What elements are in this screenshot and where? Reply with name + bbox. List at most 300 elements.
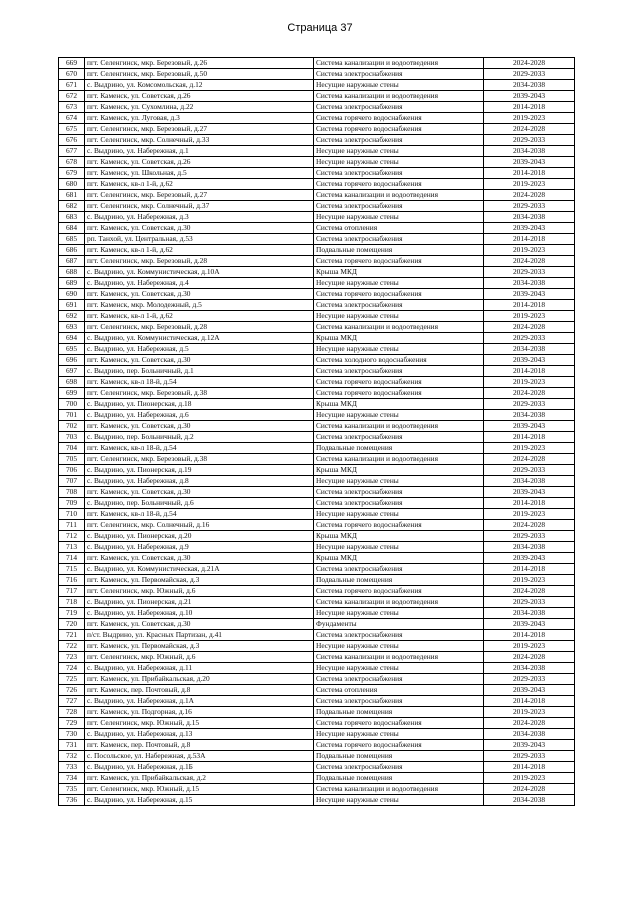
period-cell: 2029-2033 xyxy=(484,267,575,278)
address-cell: пгт. Селенгинск, мкр. Березовый, д.27 xyxy=(85,190,314,201)
work-type-cell: Крыша МКД xyxy=(314,333,484,344)
table-row xyxy=(59,718,575,729)
address-cell: пгт. Селенгинск, мкр. Березовый, д.26 xyxy=(85,58,314,69)
address-cell: пгт. Каменск, пер. Почтовый, д.8 xyxy=(85,685,314,696)
period-cell: 2034-2038 xyxy=(484,146,575,157)
row-number-cell: 674 xyxy=(59,113,85,124)
work-type-cell: Несущие наружные стены xyxy=(314,542,484,553)
table-row xyxy=(59,542,575,553)
table-row xyxy=(59,135,575,146)
work-type-cell: Подвальные помещения xyxy=(314,575,484,586)
table-row xyxy=(59,333,575,344)
work-type-cell: Несущие наружные стены xyxy=(314,311,484,322)
address-cell: пгт. Селенгинск, мкр. Солнечный, д.16 xyxy=(85,520,314,531)
period-cell: 2039-2043 xyxy=(484,421,575,432)
row-number-cell: 699 xyxy=(59,388,85,399)
table-row xyxy=(59,311,575,322)
work-type-cell: Система канализации и водоотведения xyxy=(314,421,484,432)
period-cell: 2034-2038 xyxy=(484,344,575,355)
address-cell: пгт. Каменск, кв-л 18-й, д.54 xyxy=(85,509,314,520)
table-row xyxy=(59,597,575,608)
address-cell: пгт. Каменск, ул. Школьная, д.5 xyxy=(85,168,314,179)
address-cell: с. Выдрино, ул. Пионерская, д.20 xyxy=(85,531,314,542)
table-row xyxy=(59,795,575,806)
address-cell: пгт. Каменск, кв-л 18-й, д.54 xyxy=(85,377,314,388)
table-row xyxy=(59,751,575,762)
address-cell: с. Выдрино, ул. Набережная, д.8 xyxy=(85,476,314,487)
work-type-cell: Система горячего водоснабжения xyxy=(314,124,484,135)
row-number-cell: 731 xyxy=(59,740,85,751)
period-cell: 2029-2033 xyxy=(484,597,575,608)
address-cell: пгт. Каменск, ул. Первомайская, д.3 xyxy=(85,575,314,586)
table-row xyxy=(59,487,575,498)
period-cell: 2019-2023 xyxy=(484,575,575,586)
work-type-cell: Система электроснабжения xyxy=(314,201,484,212)
address-cell: пгт. Селенгинск, мкр. Березовый, д.28 xyxy=(85,256,314,267)
work-type-cell: Система горячего водоснабжения xyxy=(314,179,484,190)
period-cell: 2039-2043 xyxy=(484,740,575,751)
row-number-cell: 680 xyxy=(59,179,85,190)
period-cell: 2024-2028 xyxy=(484,322,575,333)
period-cell: 2014-2018 xyxy=(484,102,575,113)
row-number-cell: 670 xyxy=(59,69,85,80)
work-type-cell: Подвальные помещения xyxy=(314,751,484,762)
period-cell: 2024-2028 xyxy=(484,652,575,663)
table-row xyxy=(59,322,575,333)
table-row xyxy=(59,234,575,245)
work-type-cell: Система горячего водоснабжения xyxy=(314,256,484,267)
table-row xyxy=(59,113,575,124)
work-type-cell: Система электроснабжения xyxy=(314,487,484,498)
table-row xyxy=(59,586,575,597)
address-cell: пгт. Селенгинск, мкр. Южный, д.15 xyxy=(85,784,314,795)
address-cell: пгт. Селенгинск, мкр. Березовый, д.50 xyxy=(85,69,314,80)
period-cell: 2034-2038 xyxy=(484,278,575,289)
table-row xyxy=(59,498,575,509)
period-cell: 2024-2028 xyxy=(484,520,575,531)
work-type-cell: Система горячего водоснабжения xyxy=(314,718,484,729)
address-cell: пгт. Селенгинск, мкр. Солнечный, д.37 xyxy=(85,201,314,212)
table-row xyxy=(59,410,575,421)
work-type-cell: Несущие наружные стены xyxy=(314,344,484,355)
period-cell: 2024-2028 xyxy=(484,58,575,69)
table-row xyxy=(59,91,575,102)
period-cell: 2039-2043 xyxy=(484,685,575,696)
table-row xyxy=(59,80,575,91)
address-cell: пгт. Каменск, ул. Советская, д.30 xyxy=(85,487,314,498)
table-row xyxy=(59,784,575,795)
work-type-cell: Система электроснабжения xyxy=(314,432,484,443)
period-cell: 2019-2023 xyxy=(484,707,575,718)
period-cell: 2029-2033 xyxy=(484,674,575,685)
address-cell: с. Выдрино, ул. Набережная, д.3 xyxy=(85,212,314,223)
work-type-cell: Система горячего водоснабжения xyxy=(314,740,484,751)
row-number-cell: 707 xyxy=(59,476,85,487)
table-row xyxy=(59,344,575,355)
period-cell: 2014-2018 xyxy=(484,300,575,311)
table-row xyxy=(59,102,575,113)
period-cell: 2014-2018 xyxy=(484,762,575,773)
address-cell: с. Выдрино, ул. Набережная, д.13 xyxy=(85,729,314,740)
registry-table-body xyxy=(59,58,575,806)
address-cell: пгт. Каменск, ул. Сухомлина, д.22 xyxy=(85,102,314,113)
address-cell: пгт. Селенгинск, мкр. Южный, д.15 xyxy=(85,718,314,729)
period-cell: 2029-2033 xyxy=(484,135,575,146)
row-number-cell: 716 xyxy=(59,575,85,586)
row-number-cell: 696 xyxy=(59,355,85,366)
period-cell: 2019-2023 xyxy=(484,311,575,322)
work-type-cell: Несущие наружные стены xyxy=(314,410,484,421)
page-title: Страница 37 xyxy=(287,22,353,34)
work-type-cell: Система электроснабжения xyxy=(314,366,484,377)
work-type-cell: Несущие наружные стены xyxy=(314,663,484,674)
row-number-cell: 688 xyxy=(59,267,85,278)
period-cell: 2029-2033 xyxy=(484,751,575,762)
address-cell: пгт. Каменск, ул. Советская, д.30 xyxy=(85,421,314,432)
period-cell: 2034-2038 xyxy=(484,476,575,487)
period-cell: 2024-2028 xyxy=(484,454,575,465)
work-type-cell: Система электроснабжения xyxy=(314,762,484,773)
row-number-cell: 726 xyxy=(59,685,85,696)
work-type-cell: Система электроснабжения xyxy=(314,69,484,80)
work-type-cell: Несущие наружные стены xyxy=(314,146,484,157)
table-row xyxy=(59,355,575,366)
work-type-cell: Подвальные помещения xyxy=(314,443,484,454)
address-cell: пгт. Каменск, пер. Почтовый, д.8 xyxy=(85,740,314,751)
table-row xyxy=(59,366,575,377)
table-row xyxy=(59,443,575,454)
table-row xyxy=(59,454,575,465)
period-cell: 2029-2033 xyxy=(484,465,575,476)
row-number-cell: 698 xyxy=(59,377,85,388)
table-row xyxy=(59,729,575,740)
work-type-cell: Система электроснабжения xyxy=(314,674,484,685)
address-cell: с. Выдрино, ул. Набережная, д.15 xyxy=(85,795,314,806)
address-cell: с. Выдрино, ул. Набережная, д.1А xyxy=(85,696,314,707)
address-cell: пгт. Каменск, ул. Первомайская, д.3 xyxy=(85,641,314,652)
address-cell: пгт. Селенгинск, мкр. Южный, д.6 xyxy=(85,652,314,663)
row-number-cell: 690 xyxy=(59,289,85,300)
work-type-cell: Система горячего водоснабжения xyxy=(314,113,484,124)
row-number-cell: 692 xyxy=(59,311,85,322)
table-row xyxy=(59,740,575,751)
address-cell: с. Выдрино, ул. Набережная, д.5 xyxy=(85,344,314,355)
row-number-cell: 706 xyxy=(59,465,85,476)
row-number-cell: 735 xyxy=(59,784,85,795)
table-row xyxy=(59,58,575,69)
work-type-cell: Система горячего водоснабжения xyxy=(314,388,484,399)
work-type-cell: Несущие наружные стены xyxy=(314,641,484,652)
address-cell: пгт. Селенгинск, мкр. Березовый, д.28 xyxy=(85,322,314,333)
address-cell: рп. Танхой, ул. Центральная, д.53 xyxy=(85,234,314,245)
work-type-cell: Несущие наружные стены xyxy=(314,80,484,91)
table-row xyxy=(59,168,575,179)
table-row xyxy=(59,553,575,564)
table-row xyxy=(59,256,575,267)
period-cell: 2019-2023 xyxy=(484,773,575,784)
work-type-cell: Система отопления xyxy=(314,223,484,234)
table-row xyxy=(59,476,575,487)
table-row xyxy=(59,245,575,256)
table-row xyxy=(59,707,575,718)
period-cell: 2014-2018 xyxy=(484,168,575,179)
table-row xyxy=(59,608,575,619)
row-number-cell: 709 xyxy=(59,498,85,509)
address-cell: с. Выдрино, пер. Больничный, д.6 xyxy=(85,498,314,509)
period-cell: 2039-2043 xyxy=(484,619,575,630)
address-cell: с. Выдрино, пер. Больничный, д.1 xyxy=(85,366,314,377)
work-type-cell: Несущие наружные стены xyxy=(314,608,484,619)
work-type-cell: Подвальные помещения xyxy=(314,773,484,784)
address-cell: с. Выдрино, ул. Набережная, д.1Б xyxy=(85,762,314,773)
work-type-cell: Система горячего водоснабжения xyxy=(314,289,484,300)
row-number-cell: 727 xyxy=(59,696,85,707)
work-type-cell: Система электроснабжения xyxy=(314,168,484,179)
work-type-cell: Система канализации и водоотведения xyxy=(314,784,484,795)
work-type-cell: Подвальные помещения xyxy=(314,707,484,718)
row-number-cell: 693 xyxy=(59,322,85,333)
row-number-cell: 734 xyxy=(59,773,85,784)
row-number-cell: 721 xyxy=(59,630,85,641)
work-type-cell: Система канализации и водоотведения xyxy=(314,652,484,663)
period-cell: 2014-2018 xyxy=(484,498,575,509)
period-cell: 2029-2033 xyxy=(484,333,575,344)
period-cell: 2014-2018 xyxy=(484,366,575,377)
table-row xyxy=(59,223,575,234)
period-cell: 2034-2038 xyxy=(484,729,575,740)
row-number-cell: 691 xyxy=(59,300,85,311)
work-type-cell: Крыша МКД xyxy=(314,553,484,564)
address-cell: с. Выдрино, пер. Больничный, д.2 xyxy=(85,432,314,443)
work-type-cell: Система электроснабжения xyxy=(314,102,484,113)
address-cell: с. Выдрино, ул. Набережная, д.11 xyxy=(85,663,314,674)
row-number-cell: 712 xyxy=(59,531,85,542)
row-number-cell: 687 xyxy=(59,256,85,267)
work-type-cell: Система канализации и водоотведения xyxy=(314,322,484,333)
work-type-cell: Несущие наружные стены xyxy=(314,795,484,806)
registry-table xyxy=(58,57,575,806)
address-cell: с. Выдрино, ул. Комсомольская, д.12 xyxy=(85,80,314,91)
period-cell: 2029-2033 xyxy=(484,399,575,410)
row-number-cell: 685 xyxy=(59,234,85,245)
table-row xyxy=(59,674,575,685)
period-cell: 2034-2038 xyxy=(484,542,575,553)
table-row xyxy=(59,762,575,773)
row-number-cell: 704 xyxy=(59,443,85,454)
address-cell: п/ст. Выдрино, ул. Красных Партизан, д.41 xyxy=(85,630,314,641)
row-number-cell: 722 xyxy=(59,641,85,652)
address-cell: пгт. Каменск, ул. Советская, д.26 xyxy=(85,157,314,168)
table-row xyxy=(59,685,575,696)
row-number-cell: 671 xyxy=(59,80,85,91)
address-cell: пгт. Селенгинск, мкр. Березовый, д.38 xyxy=(85,454,314,465)
period-cell: 2014-2018 xyxy=(484,432,575,443)
row-number-cell: 715 xyxy=(59,564,85,575)
period-cell: 2039-2043 xyxy=(484,223,575,234)
table-row xyxy=(59,377,575,388)
address-cell: с. Выдрино, ул. Коммунистическая, д.10А xyxy=(85,267,314,278)
work-type-cell: Система электроснабжения xyxy=(314,564,484,575)
table-row xyxy=(59,69,575,80)
address-cell: с. Выдрино, ул. Набережная, д.9 xyxy=(85,542,314,553)
table-row xyxy=(59,399,575,410)
row-number-cell: 686 xyxy=(59,245,85,256)
row-number-cell: 678 xyxy=(59,157,85,168)
work-type-cell: Несущие наружные стены xyxy=(314,729,484,740)
work-type-cell: Система электроснабжения xyxy=(314,630,484,641)
row-number-cell: 711 xyxy=(59,520,85,531)
work-type-cell: Система электроснабжения xyxy=(314,135,484,146)
period-cell: 2034-2038 xyxy=(484,663,575,674)
table-row xyxy=(59,630,575,641)
work-type-cell: Система электроснабжения xyxy=(314,498,484,509)
table-row xyxy=(59,201,575,212)
row-number-cell: 677 xyxy=(59,146,85,157)
work-type-cell: Несущие наружные стены xyxy=(314,476,484,487)
address-cell: с. Выдрино, ул. Набережная, д.4 xyxy=(85,278,314,289)
work-type-cell: Крыша МКД xyxy=(314,465,484,476)
table-row xyxy=(59,300,575,311)
table-row xyxy=(59,509,575,520)
row-number-cell: 702 xyxy=(59,421,85,432)
period-cell: 2024-2028 xyxy=(484,586,575,597)
address-cell: пгт. Каменск, ул. Советская, д.26 xyxy=(85,91,314,102)
address-cell: пгт. Селенгинск, мкр. Березовый, д.38 xyxy=(85,388,314,399)
row-number-cell: 701 xyxy=(59,410,85,421)
row-number-cell: 724 xyxy=(59,663,85,674)
address-cell: с. Выдрино, ул. Набережная, д.1 xyxy=(85,146,314,157)
address-cell: пгт. Селенгинск, мкр. Южный, д.6 xyxy=(85,586,314,597)
row-number-cell: 723 xyxy=(59,652,85,663)
address-cell: пгт. Селенгинск, мкр. Березовый, д.27 xyxy=(85,124,314,135)
address-cell: пгт. Каменск, ул. Луговая, д.3 xyxy=(85,113,314,124)
table-row xyxy=(59,663,575,674)
table-row xyxy=(59,157,575,168)
row-number-cell: 720 xyxy=(59,619,85,630)
period-cell: 2024-2028 xyxy=(484,388,575,399)
work-type-cell: Система холодного водоснабжения xyxy=(314,355,484,366)
table-row xyxy=(59,564,575,575)
period-cell: 2039-2043 xyxy=(484,355,575,366)
period-cell: 2014-2018 xyxy=(484,630,575,641)
period-cell: 2019-2023 xyxy=(484,113,575,124)
row-number-cell: 673 xyxy=(59,102,85,113)
row-number-cell: 694 xyxy=(59,333,85,344)
row-number-cell: 732 xyxy=(59,751,85,762)
table-row xyxy=(59,520,575,531)
work-type-cell: Несущие наружные стены xyxy=(314,509,484,520)
row-number-cell: 681 xyxy=(59,190,85,201)
period-cell: 2014-2018 xyxy=(484,564,575,575)
table-row xyxy=(59,465,575,476)
period-cell: 2024-2028 xyxy=(484,718,575,729)
work-type-cell: Система горячего водоснабжения xyxy=(314,586,484,597)
table-row xyxy=(59,179,575,190)
row-number-cell: 733 xyxy=(59,762,85,773)
work-type-cell: Крыша МКД xyxy=(314,531,484,542)
table-row xyxy=(59,575,575,586)
table-row xyxy=(59,652,575,663)
work-type-cell: Система канализации и водоотведения xyxy=(314,597,484,608)
address-cell: пгт. Каменск, кв-л 1-й, д.62 xyxy=(85,245,314,256)
address-cell: пгт. Каменск, кв-л 18-й, д.54 xyxy=(85,443,314,454)
work-type-cell: Система канализации и водоотведения xyxy=(314,190,484,201)
work-type-cell: Система канализации и водоотведения xyxy=(314,91,484,102)
period-cell: 2039-2043 xyxy=(484,91,575,102)
period-cell: 2034-2038 xyxy=(484,608,575,619)
period-cell: 2039-2043 xyxy=(484,157,575,168)
period-cell: 2034-2038 xyxy=(484,212,575,223)
address-cell: пгт. Каменск, кв-л 1-й, д.62 xyxy=(85,179,314,190)
row-number-cell: 719 xyxy=(59,608,85,619)
row-number-cell: 714 xyxy=(59,553,85,564)
address-cell: пгт. Каменск, ул. Советская, д.30 xyxy=(85,553,314,564)
row-number-cell: 729 xyxy=(59,718,85,729)
period-cell: 2034-2038 xyxy=(484,410,575,421)
table-row xyxy=(59,388,575,399)
period-cell: 2039-2043 xyxy=(484,289,575,300)
address-cell: пгт. Каменск, ул. Прибайкальская, д.20 xyxy=(85,674,314,685)
table-row xyxy=(59,641,575,652)
address-cell: с. Посольское, ул. Набережная, д.53А xyxy=(85,751,314,762)
period-cell: 2034-2038 xyxy=(484,795,575,806)
work-type-cell: Система горячего водоснабжения xyxy=(314,520,484,531)
row-number-cell: 676 xyxy=(59,135,85,146)
row-number-cell: 725 xyxy=(59,674,85,685)
address-cell: пгт. Каменск, ул. Прибайкальская, д.2 xyxy=(85,773,314,784)
row-number-cell: 682 xyxy=(59,201,85,212)
work-type-cell: Система электроснабжения xyxy=(314,234,484,245)
row-number-cell: 705 xyxy=(59,454,85,465)
period-cell: 2014-2018 xyxy=(484,234,575,245)
period-cell: 2019-2023 xyxy=(484,245,575,256)
row-number-cell: 717 xyxy=(59,586,85,597)
row-number-cell: 689 xyxy=(59,278,85,289)
work-type-cell: Система канализации и водоотведения xyxy=(314,58,484,69)
table-row xyxy=(59,267,575,278)
row-number-cell: 703 xyxy=(59,432,85,443)
row-number-cell: 713 xyxy=(59,542,85,553)
period-cell: 2024-2028 xyxy=(484,256,575,267)
period-cell: 2039-2043 xyxy=(484,487,575,498)
row-number-cell: 736 xyxy=(59,795,85,806)
row-number-cell: 728 xyxy=(59,707,85,718)
row-number-cell: 669 xyxy=(59,58,85,69)
row-number-cell: 695 xyxy=(59,344,85,355)
address-cell: с. Выдрино, ул. Набережная, д.6 xyxy=(85,410,314,421)
table-row xyxy=(59,619,575,630)
row-number-cell: 710 xyxy=(59,509,85,520)
address-cell: с. Выдрино, ул. Коммунистическая, д.21А xyxy=(85,564,314,575)
row-number-cell: 730 xyxy=(59,729,85,740)
address-cell: пгт. Каменск, ул. Советская, д.30 xyxy=(85,223,314,234)
period-cell: 2039-2043 xyxy=(484,553,575,564)
row-number-cell: 675 xyxy=(59,124,85,135)
address-cell: пгт. Каменск, кв-л 1-й, д.62 xyxy=(85,311,314,322)
address-cell: пгт. Каменск, ул. Подгорная, д.16 xyxy=(85,707,314,718)
period-cell: 2024-2028 xyxy=(484,190,575,201)
address-cell: пгт. Селенгинск, мкр. Солнечный, д.33 xyxy=(85,135,314,146)
row-number-cell: 684 xyxy=(59,223,85,234)
address-cell: пгт. Каменск, ул. Советская, д.30 xyxy=(85,289,314,300)
work-type-cell: Система электроснабжения xyxy=(314,696,484,707)
row-number-cell: 672 xyxy=(59,91,85,102)
table-row xyxy=(59,212,575,223)
period-cell: 2019-2023 xyxy=(484,509,575,520)
table-row xyxy=(59,289,575,300)
work-type-cell: Несущие наружные стены xyxy=(314,212,484,223)
address-cell: пгт. Каменск, ул. Советская, д.30 xyxy=(85,619,314,630)
